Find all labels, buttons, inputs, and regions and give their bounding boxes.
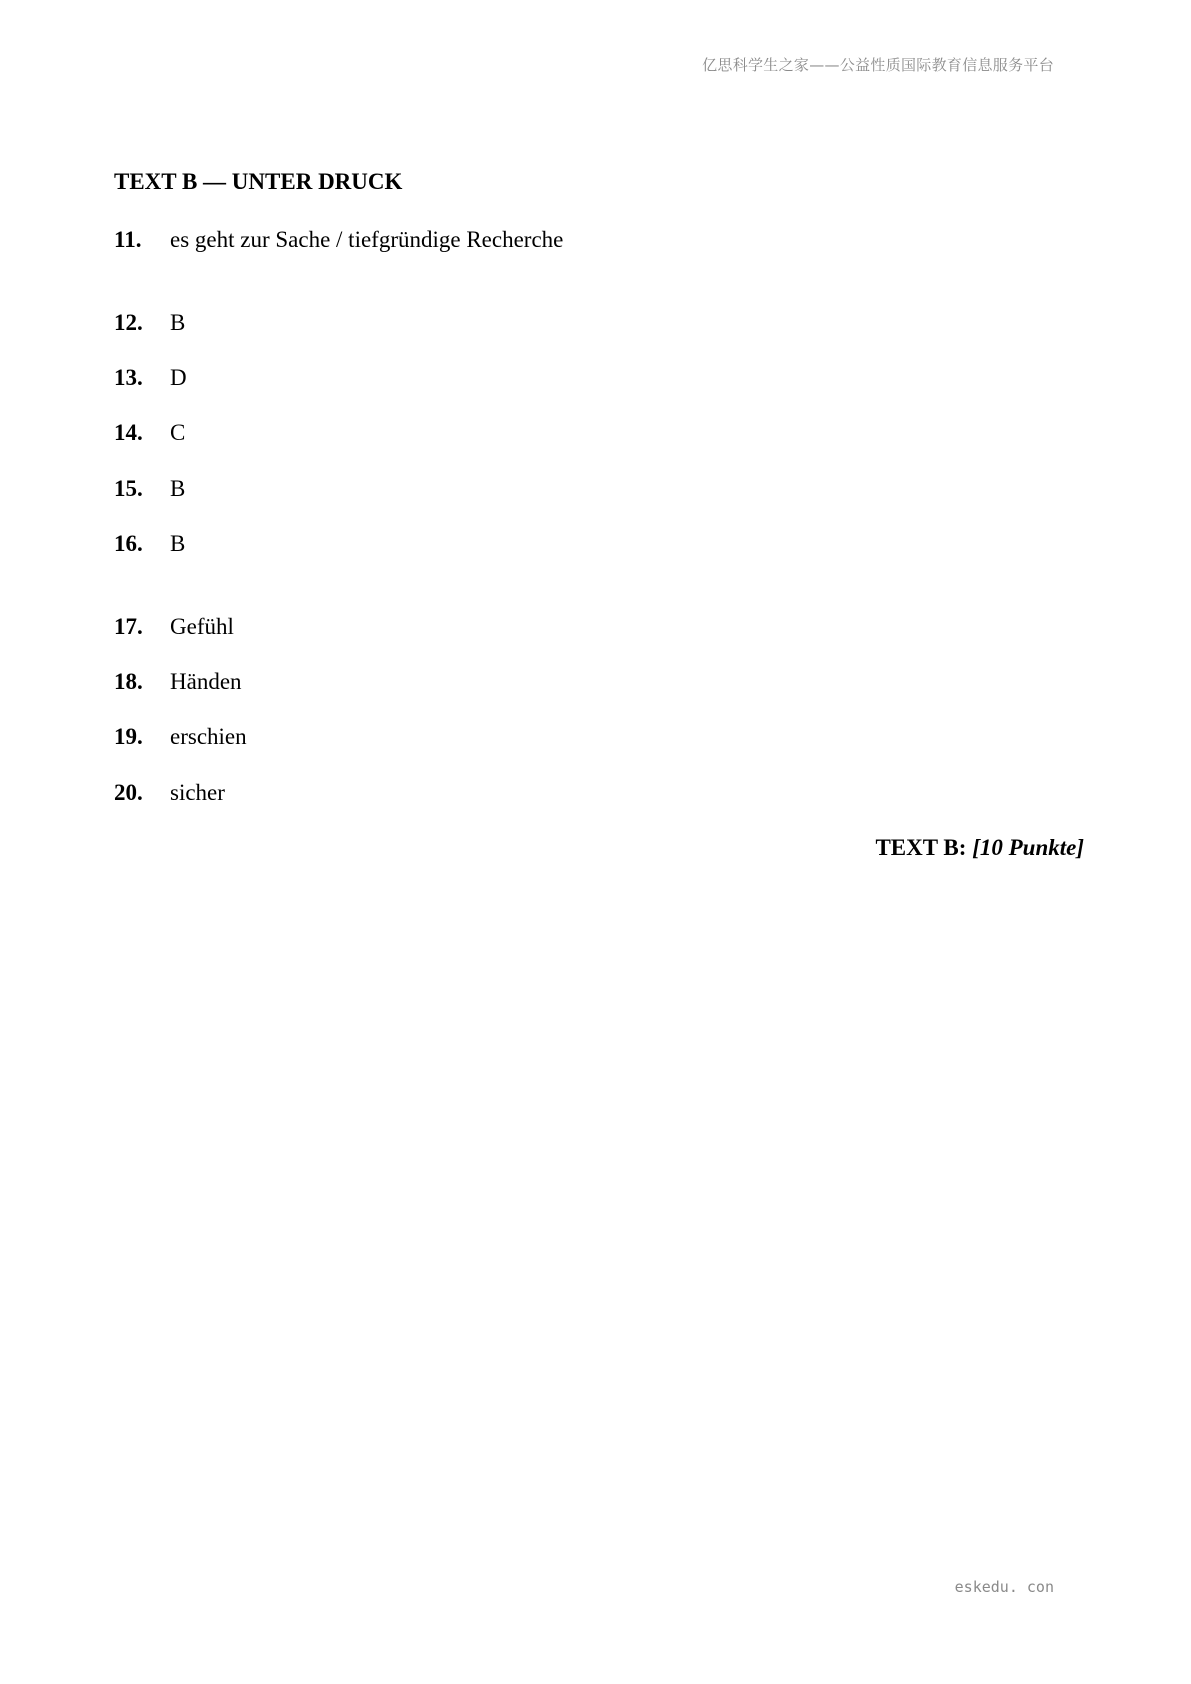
answer-item bbox=[114, 725, 247, 748]
answer-item bbox=[114, 477, 185, 500]
answer-number: 15. bbox=[114, 476, 143, 501]
answer-number: 11. bbox=[114, 227, 142, 252]
page-footer-site: eskedu. con bbox=[954, 1578, 1054, 1596]
answer-number: 17. bbox=[114, 614, 143, 639]
answer-number: 16. bbox=[114, 531, 143, 556]
answer-text: Gefühl bbox=[170, 614, 234, 639]
answer-text: D bbox=[170, 365, 187, 390]
answer-number: 19. bbox=[114, 724, 143, 749]
answer-text: B bbox=[170, 531, 186, 556]
answer-number: 20. bbox=[114, 780, 143, 805]
page-header-watermark: 亿思科学生之家——公益性质国际教育信息服务平台 bbox=[702, 56, 1054, 74]
answer-item bbox=[114, 421, 185, 444]
answer-number: 13. bbox=[114, 365, 143, 390]
answer-text: sicher bbox=[170, 780, 225, 805]
answer-text: Händen bbox=[170, 669, 242, 694]
section-score bbox=[875, 836, 1084, 859]
score-value: [10 Punkte] bbox=[972, 835, 1084, 860]
answer-item bbox=[114, 366, 187, 389]
answer-item bbox=[114, 532, 185, 555]
answer-text: B bbox=[170, 476, 186, 501]
answer-text: erschien bbox=[170, 724, 247, 749]
section-title: TEXT B — UNTER DRUCK bbox=[114, 169, 403, 194]
answer-item bbox=[114, 615, 234, 638]
answer-item bbox=[114, 311, 185, 334]
answer-item bbox=[114, 228, 563, 251]
answer-text: B bbox=[170, 310, 186, 335]
answer-number: 14. bbox=[114, 420, 143, 445]
answer-text: C bbox=[170, 420, 186, 445]
answer-number: 12. bbox=[114, 310, 143, 335]
score-label: TEXT B: bbox=[875, 835, 967, 860]
answer-number: 18. bbox=[114, 669, 143, 694]
answer-item bbox=[114, 670, 242, 693]
answer-text: es geht zur Sache / tiefgründige Recherche bbox=[170, 227, 564, 252]
answer-item bbox=[114, 781, 225, 804]
